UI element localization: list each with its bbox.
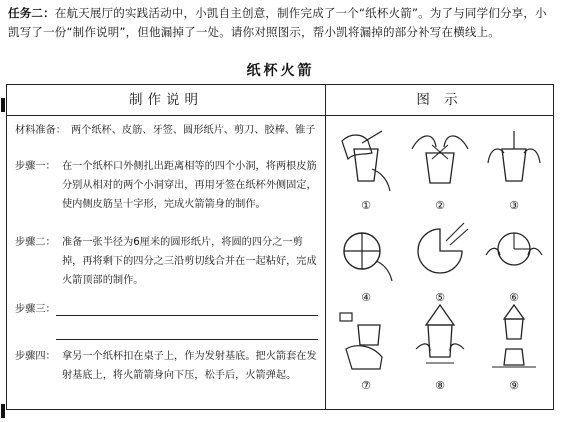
materials-label: 材料准备： [15,125,66,136]
figure-7-number: ⑦ [361,379,371,392]
figure-2 [406,119,474,215]
figure-2-number: ② [435,199,445,212]
figure-3-number: ③ [509,199,519,212]
figure-9-number: ⑨ [509,379,519,392]
figure-5-number: ⑤ [435,291,445,304]
threading-rubber-band-illustration [406,119,474,199]
diagram-heading: 图 示 [326,85,553,116]
figure-9 [480,299,548,395]
figure-8-number: ⑧ [435,379,445,392]
step3-answer-line-2[interactable] [56,339,318,340]
margin-mark [1,98,5,112]
cross-bands-top-view-illustration [332,211,400,291]
step2-row [15,233,321,290]
step1-text: 在一个纸杯口外侧扎出距离相等的四个小洞，将两根皮筋分别从相对的两个小洞穿出，再用牙签在纸杯外侧固定，使内侧皮筋呈十字形，完成火箭箭身的制作。 [62,161,317,210]
materials-row [15,121,321,140]
figure-1 [332,119,400,215]
figure-4 [332,211,400,307]
step1-row [15,157,321,214]
toothpick-fixing-illustration [480,119,548,199]
instructions-heading: 制作说明 [7,85,325,116]
figure-5 [406,211,474,307]
step4-label: 步骤四： [15,351,56,362]
task-intro [8,4,556,42]
figure-1-number: ① [361,199,371,212]
task-label: 任务二： [8,6,55,20]
step2-text: 准备一张半径为6厘米的圆形纸片，将圆的四分之一剪掉，再将剩下的四分之三沿剪切线合并在一起粘好，完成火箭顶部的制作。 [62,237,317,286]
figure-4-number: ④ [361,291,371,304]
launch-base-illustration [480,299,548,379]
diagram-panel [326,84,554,410]
margin-mark [1,404,5,418]
figure-6-number: ⑥ [509,291,519,304]
figure-3 [480,119,548,215]
task-text: 在航天展厅的实践活动中，小凯自主创意，制作完成了一个“纸杯火箭”。为了与同学们分享，小凯写了一份“制作说明”，但他漏掉了一处。请你对照图示，帮小凯将漏掉的部分补写在横线上。 [8,6,547,39]
step1-label: 步骤一： [15,161,56,172]
assembled-rocket-illustration [406,299,474,379]
gluing-cone-illustration [480,211,548,291]
instructions-panel [6,84,326,410]
cup-piercing-illustration [332,119,400,199]
step3-answer-line-1[interactable] [56,315,318,316]
step4-row [15,347,321,385]
cutting-circle-illustration [406,211,474,291]
step2-label: 步骤二： [15,237,56,248]
applying-glue-illustration [332,299,400,379]
step4-text: 拿另一个纸杯扣在桌子上，作为发射基底。把火箭套在发射基底上，将火箭箭身向下压，松手后，火箭弹起。 [62,351,317,381]
step3-label: 步骤三： [15,304,56,315]
materials-text: 两个纸杯、皮筋、牙签、圆形纸片、剪刀、胶棒、锥子 [71,125,316,136]
figure-7 [332,299,400,395]
page-title: 纸杯火箭 [246,63,315,79]
figure-6 [480,211,548,307]
figure-8 [406,299,474,395]
